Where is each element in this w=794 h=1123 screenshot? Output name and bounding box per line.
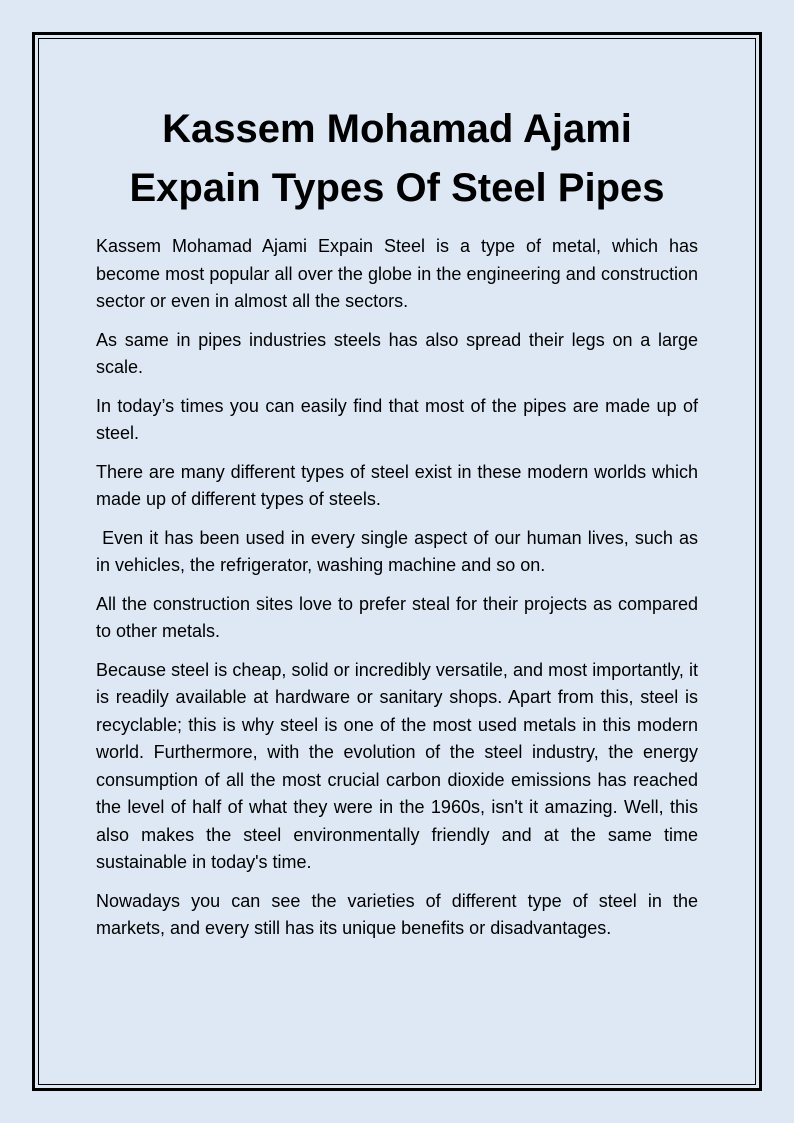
paragraph-1: Kassem Mohamad Ajami Expain Steel is a type of metal, which has become most popular all over the globe in the engineering and construction sector or even in almost all the sectors. [96, 236, 698, 311]
paragraph-7: Because steel is cheap, solid or incredibly versatile, and most importantly, it is readily available at hardware or sanitary shops. Apart from this, steel is recyclable; this is why steel is one of the most used metals in this modern world. Furthermore, with the evolution of the steel industry, the energy consumption of all the most crucial carbon dioxide emissions has reached the level of half of what they were in the 1960s, isn't it amazing. Well, this also makes the steel environmentally friendly and at the same time sustainable in today's time. [96, 659, 698, 872]
paragraph-5: Even it has been used in every single aspect of our human lives, such as in vehicles, the refrigerator, washing machine and so on. [96, 527, 698, 575]
paragraph-3: In today’s times you can easily find that most of the pipes are made up of steel. [96, 395, 698, 443]
title-line-1: Kassem Mohamad Ajami [162, 107, 632, 151]
paragraph-2: As same in pipes industries steels has also spread their legs on a large scale. [96, 329, 698, 377]
title-line-2: Expain Types Of Steel Pipes [129, 166, 665, 210]
paragraph-6: All the construction sites love to prefer steal for their projects as compared to other metals. [96, 593, 698, 641]
paragraph-8: Nowadays you can see the varieties of different type of steel in the markets, and every still has its unique benefits or disadvantages. [96, 890, 698, 938]
document-body [96, 233, 698, 954]
document-title [96, 100, 698, 218]
paragraph-4: There are many different types of steel exist in these modern worlds which made up of different types of steels. [96, 461, 698, 509]
